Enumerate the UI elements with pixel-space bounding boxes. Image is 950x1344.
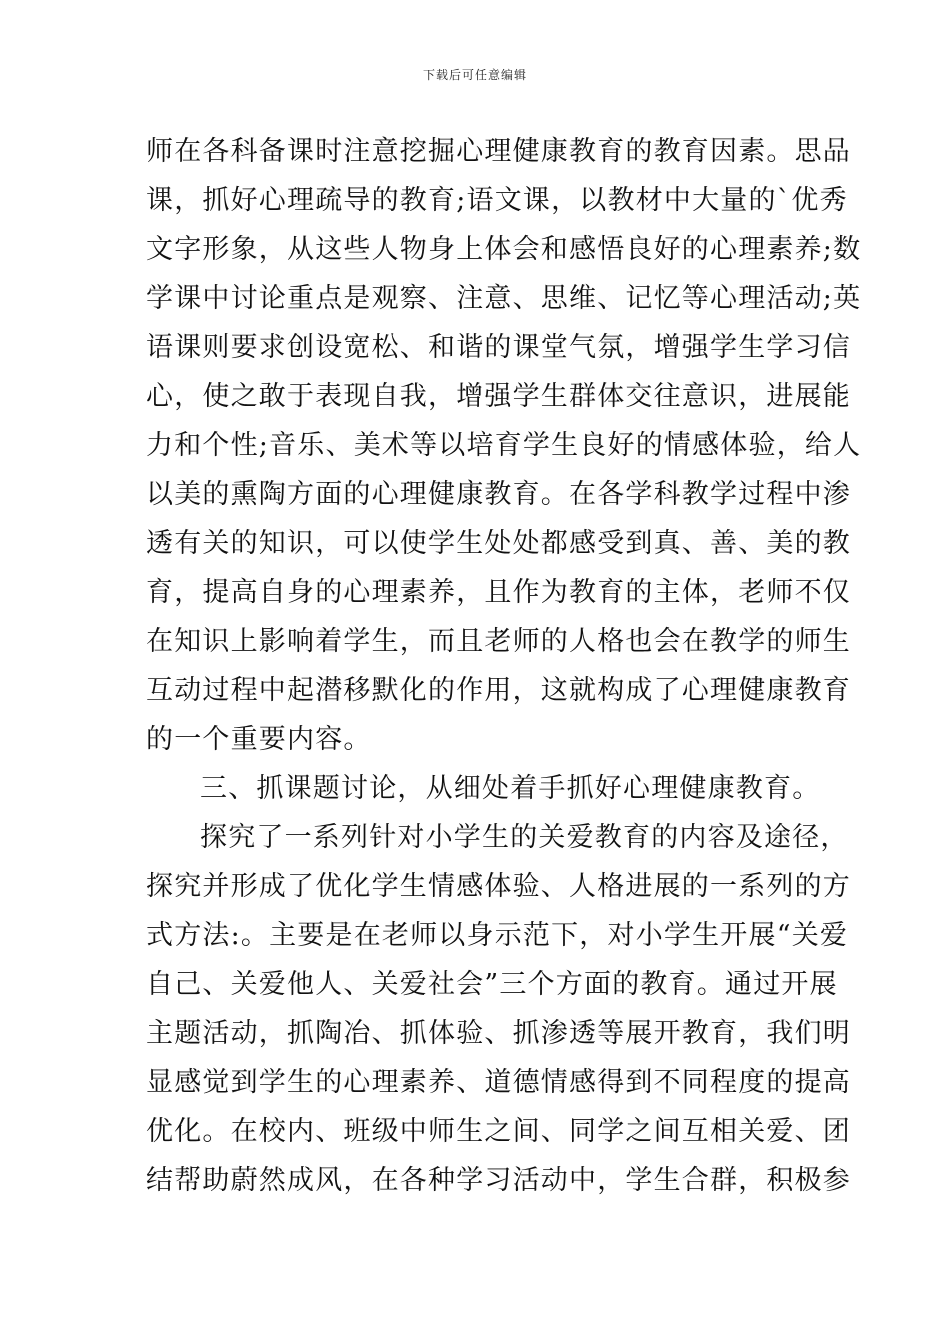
text-line: 师在各科备课时注意挖掘心理健康教育的教育因素。思品 <box>146 136 851 167</box>
section-heading <box>146 764 821 813</box>
text-line: 探究了一系列针对小学生的关爱教育的内容及途径， <box>200 822 849 853</box>
text-line: 主题活动，抓陶冶、抓体验、抓渗透等展开教育，我们明 <box>146 1018 851 1049</box>
text-line: 课，抓好心理疏导的教育;语文课，以教材中大量的`优秀 <box>146 185 848 216</box>
document-body <box>146 127 862 1205</box>
text-line: 心，使之敢于表现自我，增强学生群体交往意识，进展能 <box>146 381 851 412</box>
text-line: 育，提高自身的心理素养，且作为教育的主体，老师不仅 <box>146 577 851 608</box>
text-line: 透有关的知识，可以使学生处处都感受到真、善、美的教 <box>146 528 851 559</box>
text-line: 显感觉到学生的心理素养、道德情感得到不同程度的提高 <box>146 1067 851 1098</box>
page-header: 下载后可任意编辑 <box>422 68 527 82</box>
text-line: 在知识上影响着学生，而且老师的人格也会在教学的师生 <box>146 626 851 657</box>
text-line: 自己、关爱他人、关爱社会”三个方面的教育。通过开展 <box>146 969 838 1000</box>
paragraph-1 <box>146 127 862 764</box>
text-line: 以美的熏陶方面的心理健康教育。在各学科教学过程中渗 <box>146 479 851 510</box>
text-line: 优化。在校内、班级中师生之间、同学之间互相关爱、团 <box>146 1116 851 1147</box>
text-line: 式方法:。主要是在老师以身示范下，对小学生开展“关爱 <box>146 920 849 951</box>
text-line: 学课中讨论重点是观察、注意、思维、记忆等心理活动;英 <box>146 283 862 314</box>
text-line: 力和个性;音乐、美术等以培育学生良好的情感体验，给人 <box>146 430 862 461</box>
heading-line: 三、抓课题讨论，从细处着手抓好心理健康教育。 <box>200 773 821 804</box>
text-line: 文字形象，从这些人物身上体会和感悟良好的心理素养;数 <box>146 234 862 265</box>
text-line: 的一个重要内容。 <box>146 724 372 755</box>
text-line: 语课则要求创设宽松、和谐的课堂气氛，增强学生学习信 <box>146 332 851 363</box>
text-line: 探究并形成了优化学生情感体验、人格进展的一系列的方 <box>146 871 851 902</box>
text-line: 结帮助蔚然成风，在各种学习活动中，学生合群，积极参 <box>146 1165 851 1196</box>
text-line: 互动过程中起潜移默化的作用，这就构成了心理健康教育 <box>146 675 851 706</box>
paragraph-3 <box>146 813 851 1205</box>
